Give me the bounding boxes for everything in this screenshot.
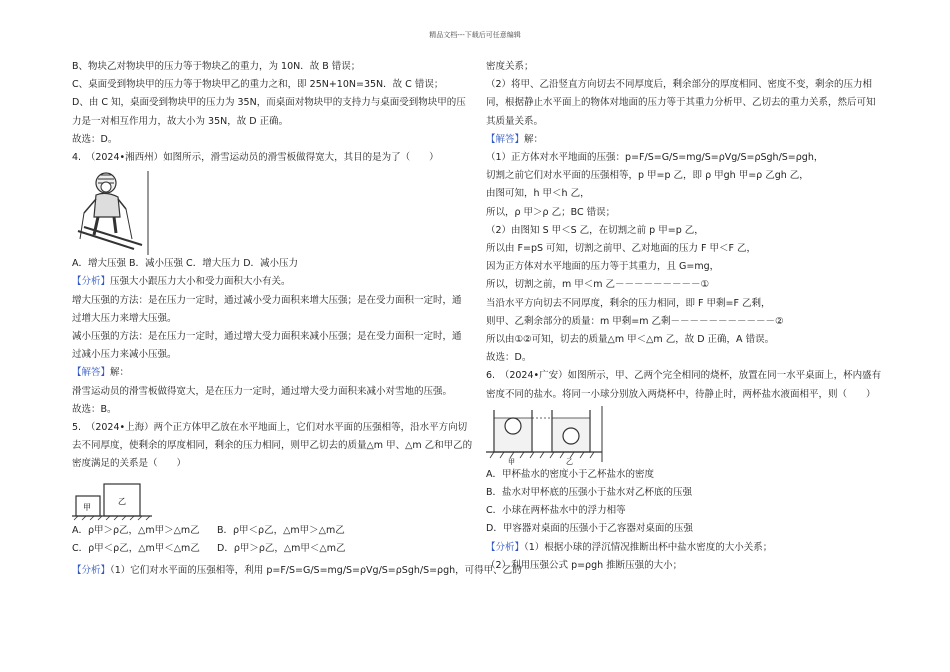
text-line: 力是一对相互作用力，故大小为 35N，故 D 正确。 [72,115,289,127]
answer-text: 解： [524,133,544,145]
question-5-options-row1 [72,522,467,540]
text-line: 其质量关系。 [486,115,544,127]
text-line: 切割之前它们对水平面的压强相等，p 甲=p 乙，即 ρ 甲gh 甲=ρ 乙gh 乙， [486,170,809,182]
text-line: 当沿水平方向切去不同厚度，剩余的压力相同，即 F 甲剩=F 乙剩， [486,297,771,309]
question-4-stem: 4. （2024•湘西州）如图所示，滑雪运动员的滑雪板做得宽大，其目的是为了（ ） [72,152,439,164]
text-line: （2）利用压强公式 p=ρgh 推断压强的大小； [486,559,683,571]
option-c: C．ρ甲＜ρ乙，△m甲＜△m乙 [72,542,200,554]
question-5-stem: 5. （2024•上海）两个正方体甲乙放在水平地面上，它们对水平面的压强相等，沿水平方向切 [72,422,468,434]
analysis-label: 【分析】 [486,541,525,553]
cubes-diagram [72,478,162,522]
text-line: 由图可知，h 甲＜h 乙， [486,188,590,200]
text-line: 过增大压力来增大压强。 [72,312,177,324]
text-line: 所以由①②可知，切去的质量△m 甲＜△m 乙，故 D 正确，A 错误。 [486,334,775,346]
text-line: 增大压强的方法：是在压力一定时，通过减小受力面积来增大压强；是在受力面积一定时，通 [72,294,462,306]
text-line: 所以，切割之前，m 甲＜m 乙－－－－－－－－－① [486,279,710,291]
analysis-label: 【分析】 [72,276,111,288]
question-5-options-row2 [72,540,467,558]
text-line: C、桌面受到物块甲的压力等于物块甲乙的重力之和，即 25N+10N=35N．故 C 错误； [72,79,444,91]
page-header: 精品文档---下载后可任意编辑 [429,31,521,39]
text-line: 去不同厚度，使剩余的厚度相同，剩余的压力相同，则甲乙切去的质量△m 甲、△m 乙和甲乙的 [72,440,473,452]
option-c: C．小球在两杯盐水中的浮力相等 [486,505,626,517]
option-d: D．ρ甲＞ρ乙，△m甲＜△m乙 [217,542,346,554]
option-d: D．甲容器对桌面的压强小于乙容器对桌面的压强 [486,523,693,535]
option-a: A．ρ甲＞ρ乙，△m甲＞△m乙 [72,524,200,536]
cubes-figure [72,474,467,522]
question-4-options: A．增大压强 B．减小压强 C．增大压力 D．减小压力 [72,258,299,270]
question-5-answer [486,131,881,149]
text-line: 滑雪运动员的滑雪板做得宽大，是在压力一定时，通过增大受力面积来减小对雪地的压强。 [72,385,453,397]
text-line: 密度满足的关系是（ ） [72,458,187,470]
text-line: （2）由图知 S 甲＜S 乙，在切割之前 p 甲=p 乙， [486,224,704,236]
question-4-answer [72,364,467,382]
cube-label-jia: 甲 [83,502,91,512]
cube-label-yi: 乙 [118,496,126,506]
question-6-stem: 6. （2024•广安）如图所示，甲、乙两个完全相同的烧杯，放置在同一水平桌面上，杯内盛有 [486,370,882,382]
answer-label: 【解答】 [72,367,111,379]
question-4-analysis [72,273,467,291]
beakers-figure [486,404,881,466]
skier-figure [72,167,467,255]
analysis-text: （1）根据小球的浮沉情况推断出杯中盐水密度的大小关系； [524,541,773,553]
text-line: B、物块乙对物块甲的压力等于物块乙的重力，为 10N．故 B 错误； [72,61,361,72]
text-line: （1）正方体对水平地面的压强：p=F/S=G/S=mg/S=ρVg/S=ρSgh/S=ρgh， [486,152,824,164]
text-line: 密度不同的盐水。将同一小球分别放入两烧杯中，待静止时，两杯盐水液面相平，则（ ） [486,388,876,400]
text-line: D、由 C 知，桌面受到物块甲的压力为 35N，而桌面对物块甲的支持力与桌面受到物块甲的压 [72,97,466,109]
option-b: B．盐水对甲杯底的压强小于盐水对乙杯底的压强 [486,487,693,499]
text-line: 故选：D。 [72,133,118,145]
question-5-analysis [72,562,522,580]
text-line: 所以由 F=pS 可知，切割之前甲、乙对地面的压力 F 甲＜F 乙， [486,243,757,255]
text-line: 过减小压力来减小压强。 [72,349,177,361]
analysis-text: 压强大小跟压力大小和受力面积大小有关。 [110,276,291,288]
answer-text: 解： [110,367,130,379]
right-column [486,58,881,575]
beaker-label-yi: 乙 [566,457,573,466]
beakers-diagram [486,406,606,466]
text-line: 同，根据静止水平面上的物体对地面的压力等于其重力分析甲、乙切去的重力关系，然后可知 [486,97,876,109]
option-b: B．ρ甲＜ρ乙，△m甲＞△m乙 [217,524,345,536]
text-line: 密度关系； [486,61,534,72]
text-line: 则甲、乙剩余部分的质量：m 甲剩=m 乙剩－－－－－－－－－－－② [486,315,784,327]
analysis-label: 【分析】 [72,565,111,577]
text-line: 因为正方体对水平地面的压力等于其重力，且 G=mg， [486,261,720,273]
analysis-text: （1）它们对水平面的压强相等，利用 p=F/S=G/S=mg/S=ρVg/S=ρSgh/S=ρgh，可得甲、乙的 [110,565,522,577]
text-line: 故选：D。 [486,352,532,364]
text-line: （2）将甲、乙沿竖直方向切去不同厚度后，剩余部分的厚度相同、密度不变，剩余的压力相 [486,79,873,91]
text-line: 所以，ρ 甲＞ρ 乙；BC 错误； [486,206,616,218]
text-line: 故选：B。 [72,403,117,415]
text-line: 减小压强的方法：是在压力一定时，通过增大受力面积来减小压强；是在受力面积一定时，通 [72,331,462,343]
answer-label: 【解答】 [486,133,525,145]
beaker-label-jia: 甲 [508,457,515,466]
skier-illustration [74,169,154,255]
question-6-analysis [486,539,881,557]
option-a: A．甲杯盐水的密度小于乙杯盐水的密度 [486,468,654,480]
